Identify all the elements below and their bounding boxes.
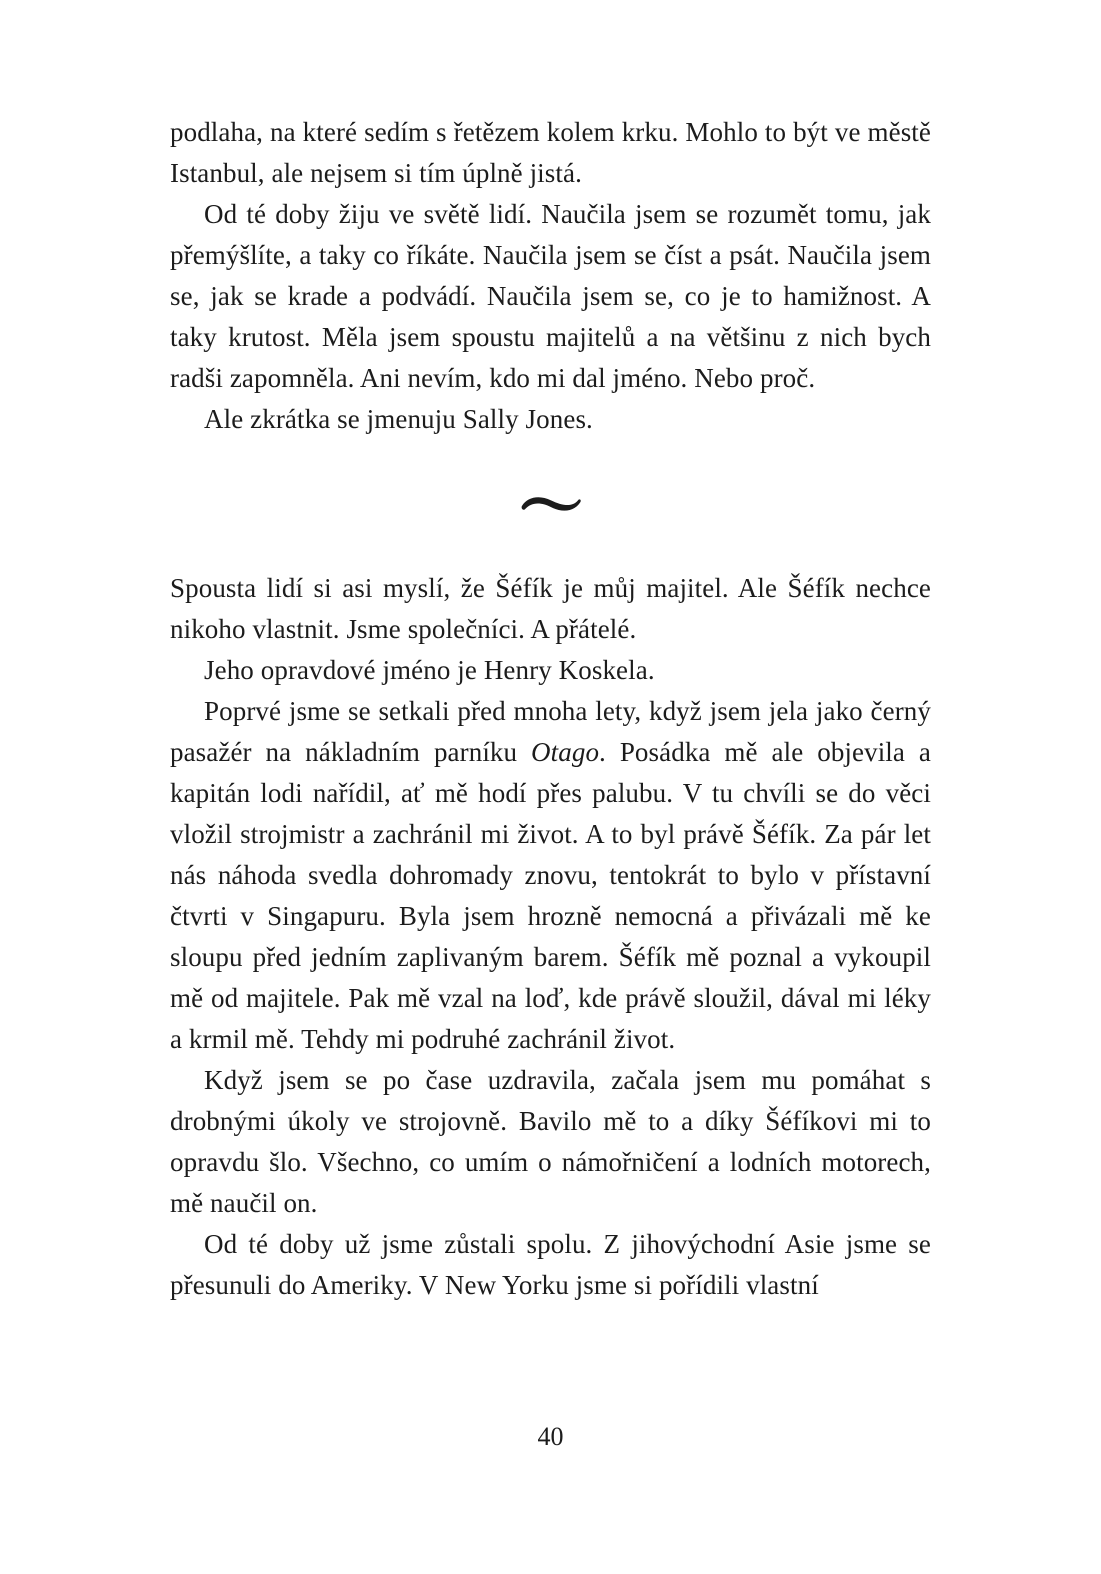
paragraph xyxy=(170,568,931,650)
italic-text-run: Otago xyxy=(531,737,600,767)
paragraph xyxy=(170,1224,931,1306)
text-run: Poprvé jsme se setkali před mnoha lety, když jsem jela jako černý pasažér na nákladním parníku xyxy=(170,696,931,767)
text-run: Jeho opravdové jméno je Henry Koskela. xyxy=(204,655,655,685)
section-divider xyxy=(170,440,931,568)
text-run: podlaha, na které sedím s řetězem kolem krku. Mohlo to být ve městě Istanbul, ale nejsem si tím úplně jistá. xyxy=(170,117,931,188)
text-run: Od té doby už jsme zůstali spolu. Z jihovýchodní Asie jsme se přesunuli do Ameriky. V New Yorku jsme si pořídili vlastní xyxy=(170,1229,931,1300)
text-section-bottom xyxy=(170,568,931,1306)
paragraph xyxy=(170,650,931,691)
paragraph xyxy=(170,112,931,194)
paragraph xyxy=(170,194,931,399)
paragraph xyxy=(170,1060,931,1224)
page-number: 40 xyxy=(537,1422,564,1451)
paragraph xyxy=(170,399,931,440)
text-run: . Posádka mě ale objevila a kapitán lodi nařídil, ať mě hodí přes palubu. V tu chvíli se do věci vložil strojmistr a zachránil mi život. A to byl právě Šéfík. Za pár let nás náhoda svedla dohromady znovu, tentokrát to bylo v přístavní čtvrti v Singapuru. Byla jsem hrozně nemocná a přivázali mě ke sloupu před jedním zaplivaným barem. Šéfík mě poznal a vykoupil mě od majitele. Pak mě vzal na loď, kde právě sloužil, dával mi léky a krmil mě. Tehdy mi podruhé zachránil život. xyxy=(170,737,931,1054)
paragraph xyxy=(170,691,931,1060)
text-section-top xyxy=(170,112,931,440)
text-run: Ale zkrátka se jmenuju Sally Jones. xyxy=(204,404,593,434)
swash-ornament-icon xyxy=(519,493,583,515)
text-run: Od té doby žiju ve světě lidí. Naučila jsem se rozumět tomu, jak přemýšlíte, a taky co říkáte. Naučila jsem se číst a psát. Naučila jsem se, jak se krade a podvádí. Naučila jsem se, co je to hamižnost. A taky krutost. Měla jsem spoustu majitelů a na většinu z nich bych radši zapomněla. Ani nevím, kdo mi dal jméno. Nebo proč. xyxy=(170,199,931,393)
text-run: Když jsem se po čase uzdravila, začala jsem mu pomáhat s drobnými úkoly ve strojovně. Bavilo mě to a díky Šéfíkovi mi to opravdu šlo. Všechno, co umím o námořničení a lodních motorech, mě naučil on. xyxy=(170,1065,931,1218)
text-run: Spousta lidí si asi myslí, že Šéfík je můj majitel. Ale Šéfík nechce nikoho vlastnit. Jsme společníci. A přátelé. xyxy=(170,573,931,644)
